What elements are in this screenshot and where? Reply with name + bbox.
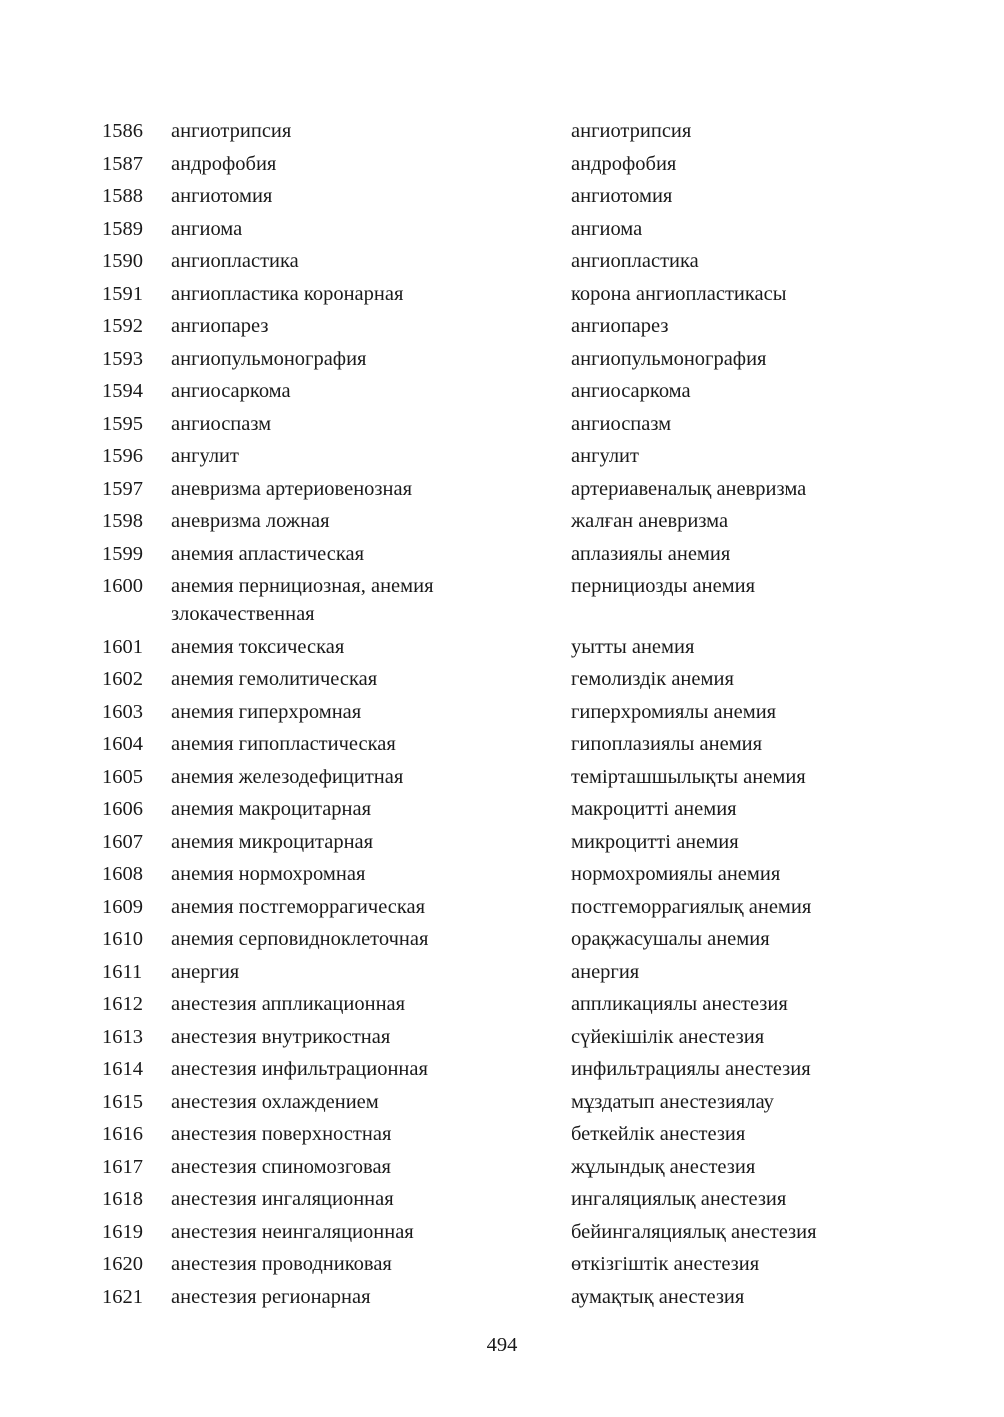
entry-term-russian: ангулит [171, 445, 239, 467]
entry-term-russian: анемия микроцитарная [171, 830, 374, 853]
entry-number: 1620 [102, 1253, 143, 1275]
entry-number: 1605 [102, 765, 143, 788]
entry-term-russian: анестезия аппликационная [171, 993, 406, 1015]
entry-number: 1596 [102, 445, 143, 467]
entry-number: 1621 [102, 1285, 143, 1308]
glossary-entry [102, 475, 902, 508]
entry-term-kazakh: ангиоспазм [571, 412, 672, 435]
entry-term-russian: ангиотомия [171, 185, 273, 207]
entry-term-kazakh: ангиосаркома [571, 380, 691, 402]
entry-term-kazakh: бейингаляциялық анестезия [571, 1220, 817, 1243]
glossary-entry [102, 730, 902, 763]
entry-term-kazakh: постгеморрагиялық анемия [571, 895, 812, 918]
entry-term-kazakh: мұздатып анестезиялау [571, 1090, 774, 1113]
glossary-entry [102, 1218, 902, 1251]
entry-term-russian: ангиопульмонография [171, 347, 367, 370]
entry-number: 1594 [102, 380, 143, 402]
entry-term-kazakh: аумақтық анестезия [571, 1285, 745, 1308]
entry-term-russian: аневризма артериовенозная [171, 477, 413, 500]
glossary-entry [102, 1185, 902, 1218]
entry-number: 1599 [102, 542, 143, 565]
glossary-list [102, 117, 902, 1315]
entry-number: 1593 [102, 347, 143, 370]
entry-number: 1610 [102, 928, 143, 950]
entry-term-russian: анергия [171, 960, 240, 983]
entry-term-kazakh: беткейлік анестезия [571, 1123, 746, 1145]
entry-term-kazakh: ангиотрипсия [571, 120, 692, 142]
entry-term-russian: анестезия поверхностная [171, 1123, 392, 1145]
glossary-entry [102, 860, 902, 893]
entry-term-russian: анестезия инфильтрационная [171, 1058, 428, 1080]
glossary-entry [102, 665, 902, 698]
entry-term-russian: анемия постгеморрагическая [171, 895, 426, 918]
entry-number: 1592 [102, 315, 143, 337]
glossary-entry [102, 1250, 902, 1283]
glossary-entry [102, 1055, 902, 1088]
glossary-entry [102, 247, 902, 280]
entry-term-kazakh: уытты анемия [571, 635, 695, 658]
glossary-entry [102, 377, 902, 410]
entry-term-russian: ангиома [171, 217, 243, 240]
entry-term-kazakh: темірташшылықты анемия [571, 765, 806, 788]
entry-term-kazakh: ангиопульмонография [571, 347, 767, 370]
entry-term-russian: анемия серповидноклеточная [171, 928, 429, 950]
entry-term-kazakh: гемолиздік анемия [571, 668, 734, 690]
glossary-entry [102, 763, 902, 796]
entry-term-kazakh: анергия [571, 960, 640, 983]
glossary-entry [102, 1153, 902, 1186]
entry-term-russian: ангиосаркома [171, 380, 291, 402]
glossary-entry [102, 150, 902, 183]
entry-term-russian: анестезия охлаждением [171, 1090, 379, 1113]
entry-number: 1589 [102, 217, 143, 240]
entry-term-russian: ангиоспазм [171, 412, 272, 435]
entry-term-kazakh: макроцитті анемия [571, 798, 737, 820]
entry-number: 1587 [102, 152, 143, 175]
entry-term-russian: анемия апластическая [171, 542, 365, 565]
entry-term-kazakh: пернициозды анемия [571, 575, 756, 597]
entry-term-kazakh: жұлындық анестезия [571, 1155, 756, 1178]
entry-term-russian: анемия гипопластическая [171, 733, 396, 755]
entry-term-russian: анестезия спиномозговая [171, 1155, 391, 1178]
glossary-entry [102, 1023, 902, 1056]
glossary-entry [102, 633, 902, 666]
entry-number: 1595 [102, 412, 143, 435]
entry-term-kazakh: аппликациялы анестезия [571, 993, 788, 1015]
entry-number: 1616 [102, 1123, 143, 1145]
entry-number: 1591 [102, 282, 143, 305]
entry-number: 1611 [102, 960, 143, 983]
entry-term-kazakh: ингаляциялық анестезия [571, 1188, 787, 1210]
entry-term-kazakh: корона ангиопластикасы [571, 282, 787, 305]
entry-term-russian: анестезия неингаляционная [171, 1220, 414, 1243]
page-number: 494 [486, 1334, 518, 1356]
entry-number: 1612 [102, 993, 143, 1015]
entry-term-kazakh: гиперхромиялы анемия [571, 700, 777, 723]
glossary-entry [102, 182, 902, 215]
entry-term-russian: андрофобия [171, 152, 277, 175]
entry-number: 1586 [102, 120, 143, 142]
glossary-entry [102, 345, 902, 378]
entry-number: 1597 [102, 477, 143, 500]
glossary-entry [102, 990, 902, 1023]
glossary-entry [102, 1088, 902, 1121]
entry-term-russian: анемия макроцитарная [171, 798, 372, 820]
entry-number: 1601 [102, 635, 143, 658]
entry-term-russian: анестезия ингаляционная [171, 1188, 394, 1210]
entry-term-russian: анестезия проводниковая [171, 1253, 392, 1275]
entry-term-kazakh: гипоплазиялы анемия [571, 733, 763, 755]
entry-term-kazakh: инфильтрациялы анестезия [571, 1058, 811, 1080]
entry-number: 1608 [102, 863, 143, 885]
entry-term-kazakh: ангиопластика [571, 250, 699, 272]
entry-term-russian: ангиопластика [171, 250, 299, 272]
entry-term-russian: анемия пернициозная, анемия злокачественная [171, 575, 434, 625]
entry-term-kazakh: сүйекішілік анестезия [571, 1025, 765, 1048]
entry-number: 1618 [102, 1188, 143, 1210]
entry-term-kazakh: ангиотомия [571, 185, 673, 207]
entry-term-kazakh: микроцитті анемия [571, 830, 739, 853]
entry-number: 1607 [102, 830, 143, 853]
entry-term-kazakh: өткізгіштік анестезия [571, 1253, 760, 1275]
entry-number: 1606 [102, 798, 143, 820]
entry-number: 1598 [102, 510, 143, 532]
entry-term-kazakh: жалған аневризма [571, 510, 729, 532]
glossary-entry [102, 828, 902, 861]
glossary-entry [102, 1120, 902, 1153]
entry-term-kazakh: нормохромиялы анемия [571, 863, 781, 885]
entry-term-russian: ангиопарез [171, 315, 269, 337]
entry-number: 1614 [102, 1058, 143, 1080]
entry-term-kazakh: андрофобия [571, 152, 677, 175]
entry-term-russian: анемия токсическая [171, 635, 345, 658]
glossary-entry [102, 795, 902, 828]
entry-term-russian: анемия железодефицитная [171, 765, 404, 788]
entry-number: 1602 [102, 668, 143, 690]
glossary-entry [102, 698, 902, 731]
entry-term-russian: ангиопластика коронарная [171, 282, 404, 305]
glossary-entry [102, 117, 902, 150]
entry-number: 1619 [102, 1220, 143, 1243]
glossary-entry [102, 312, 902, 345]
entry-number: 1613 [102, 1025, 143, 1048]
glossary-entry [102, 1283, 902, 1316]
entry-term-kazakh: орақжасушалы анемия [571, 928, 770, 950]
glossary-entry [102, 893, 902, 926]
entry-term-kazakh: ангулит [571, 445, 639, 467]
glossary-entry [102, 572, 902, 633]
glossary-entry [102, 507, 902, 540]
entry-number: 1590 [102, 250, 143, 272]
glossary-entry [102, 540, 902, 573]
entry-term-russian: анестезия регионарная [171, 1285, 371, 1308]
entry-number: 1615 [102, 1090, 143, 1113]
entry-number: 1600 [102, 575, 143, 597]
entry-term-russian: анемия гиперхромная [171, 700, 362, 723]
entry-term-russian: аневризма ложная [171, 510, 330, 532]
entry-term-russian: ангиотрипсия [171, 120, 292, 142]
entry-number: 1588 [102, 185, 143, 207]
entry-term-kazakh: артериавеналық аневризма [571, 477, 807, 500]
entry-term-russian: анемия гемолитическая [171, 668, 378, 690]
entry-term-kazakh: ангиопарез [571, 315, 669, 337]
entry-number: 1603 [102, 700, 143, 723]
entry-number: 1609 [102, 895, 143, 918]
glossary-entry [102, 410, 902, 443]
glossary-entry [102, 958, 902, 991]
glossary-entry [102, 925, 902, 958]
entry-number: 1617 [102, 1155, 143, 1178]
glossary-entry [102, 215, 902, 248]
entry-term-russian: анестезия внутрикостная [171, 1025, 391, 1048]
glossary-entry [102, 442, 902, 475]
glossary-entry [102, 280, 902, 313]
entry-term-kazakh: ангиома [571, 217, 643, 240]
entry-term-russian: анемия нормохромная [171, 863, 366, 885]
entry-number: 1604 [102, 733, 143, 755]
entry-term-kazakh: аплазиялы анемия [571, 542, 731, 565]
